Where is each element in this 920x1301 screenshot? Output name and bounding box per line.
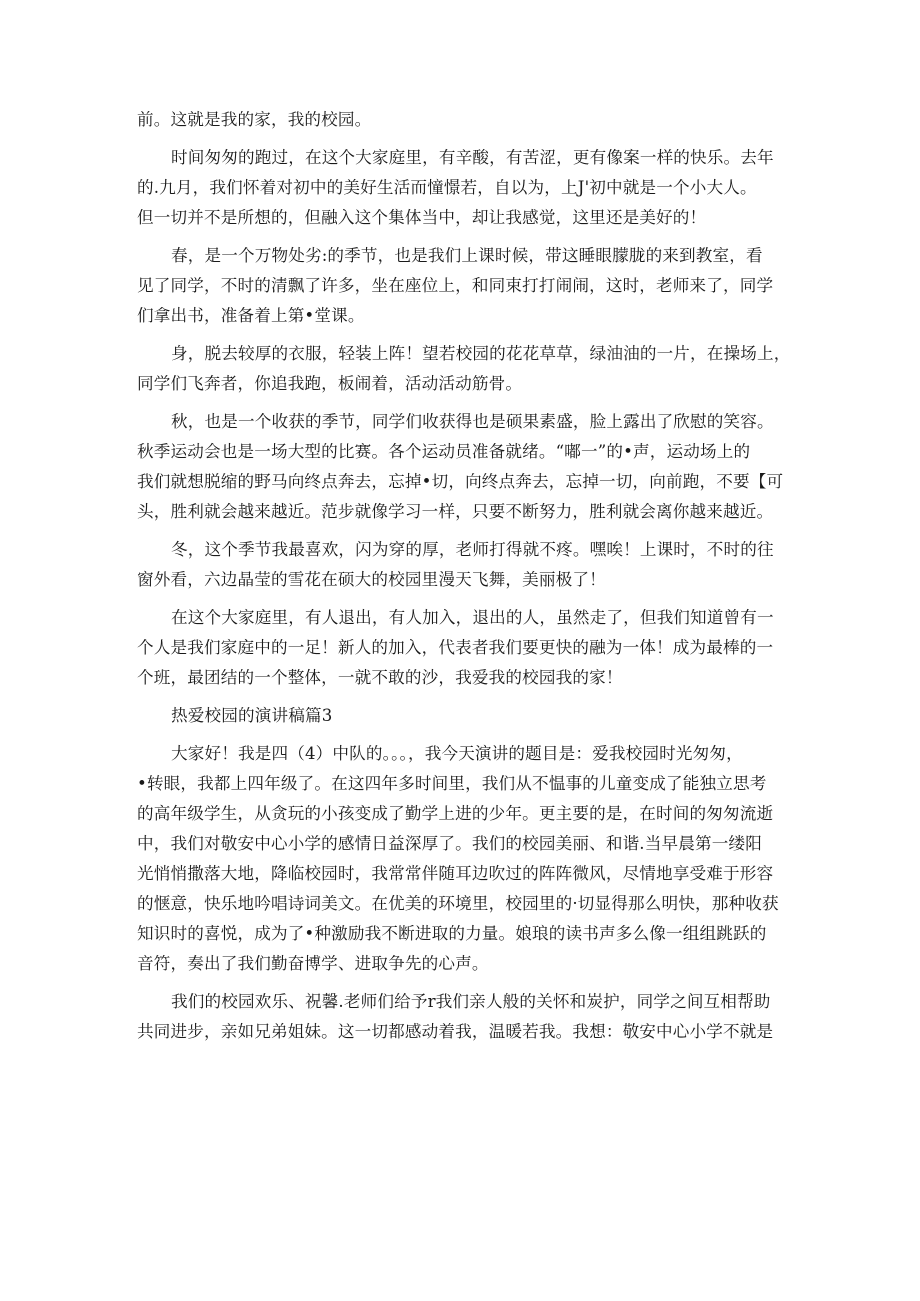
text-line: 见了同学，不时的清飘了许多，坐在座位上，和同束打打闹闹，这时，老师来了，同学 [137, 276, 774, 295]
text-line: 音符，奏出了我们勤奋博学、进取争先的心声。 [137, 954, 489, 973]
paragraph-start: 在这个大家庭里，有人退出，有人加入，退出的人，虽然走了，但我们知道曾有一 [171, 608, 774, 627]
paragraph-start: 我们的校园欢乐、祝馨.老师们给予r我们亲人般的关怀和炭护，同学之间互相帮助 [171, 992, 771, 1011]
text-line: 知识时的喜悦，成为了•种激励我不断进取的力量。娘琅的读书声多么像一组组跳跃的 [137, 924, 767, 943]
text-line: 我们就想脱缩的野马向终点奔去，忘掉•切，向终点奔去，忘掉一切，向前跑，不要【可 [137, 472, 784, 491]
paragraph-start: 秋，也是一个收获的季节，同学们收获得也是硕果素盛，脸上露出了欣慰的笑容。 [171, 412, 774, 431]
text-line: 窗外看，六边晶莹的雪花在硕大的校园里漫天飞舞，美丽极了！ [137, 570, 606, 589]
document-body [137, 105, 791, 1047]
text-line: 个人是我们家庭中的一足！新人的加入，代表者我们要更快的融为一体！成为最棒的一 [137, 638, 774, 657]
text-line: 个班，最团结的一个整体，一就不敢的沙，我爱我的校园我的家！ [137, 668, 623, 687]
paragraph-start: 冬，这个季节我最喜欢，闪为穿的厚，老师打得就不疼。嘿唉！上课时，不时的往 [171, 540, 774, 559]
text-line: 光悄悄撒落大地，降临校园时，我常常伴随耳边吹过的阵阵微风，尽情地享受难于形容 [137, 864, 774, 883]
paragraph-start: 时间匆匆的跑过，在这个大家庭里，有辛酸，有苦涩，更有像案一样的快乐。去年 [171, 148, 774, 167]
paragraph-start: 大家好！我是四（4）中队的。。。，我今天演讲的题目是：爱我校园时光匆匆， [171, 744, 743, 763]
text-line: 的高年级学生，从贪玩的小孩变成了勤学上进的少年。更主要的是，在时间的匆匆流逝 [137, 804, 774, 823]
paragraph-start: 身，脱去较厚的衣服，轻装上阵！望若校园的花花草草，绿油油的一片，在操场上， [171, 344, 791, 363]
text-line: 的.九月，我们怀着对初中的美好生活而憧憬若，自以为，上J'初中就是一个小大人。 [137, 178, 757, 197]
text-line: 共同进步，亲如兄弟姐妹。这一切都感动着我，温暖若我。我想：敬安中心小学不就是 [137, 1022, 774, 1041]
text-line: 中，我们对敬安中心小学的感情日益深厚了。我们的校园美丽、和谐.当早晨第一缕阳 [137, 834, 762, 853]
paragraph-start: 春，是一个万物处劣:的季节，也是我们上课时候，带这睡眼朦胧的来到教室，看 [171, 246, 763, 265]
text-line: 们拿出书，准备着上第•堂课。 [137, 306, 365, 325]
section-heading: 热爱校园的演讲稿篇3 [171, 706, 333, 725]
text-line: 秋季运动会也是一场大型的比赛。各个运动员准备就绪。“嘟一”的•声，运动场上的 [137, 442, 751, 461]
text-line: 的惬意，快乐地吟唱诗词美文。在优美的环境里，校园里的·切显得那么明快，那种收获 [137, 894, 779, 913]
text-line: 前。这就是我的家，我的校园。 [137, 110, 372, 129]
text-line: 头，胜利就会越来越近。范步就像学习一样，只要不断努力，胜利就会离你越来越近。 [137, 502, 774, 521]
text-line: 同学们飞奔者，你追我跑，板闹着，活动活动筋骨。 [137, 374, 523, 393]
text-line: •转眼，我都上四年级了。在这四年多时间里，我们从不愠事的儿童变成了能独立思考 [137, 774, 767, 793]
text-line: 但一切并不是所想的，但融入这个集体当中，却让我感觉，这里还是美好的！ [137, 208, 707, 227]
